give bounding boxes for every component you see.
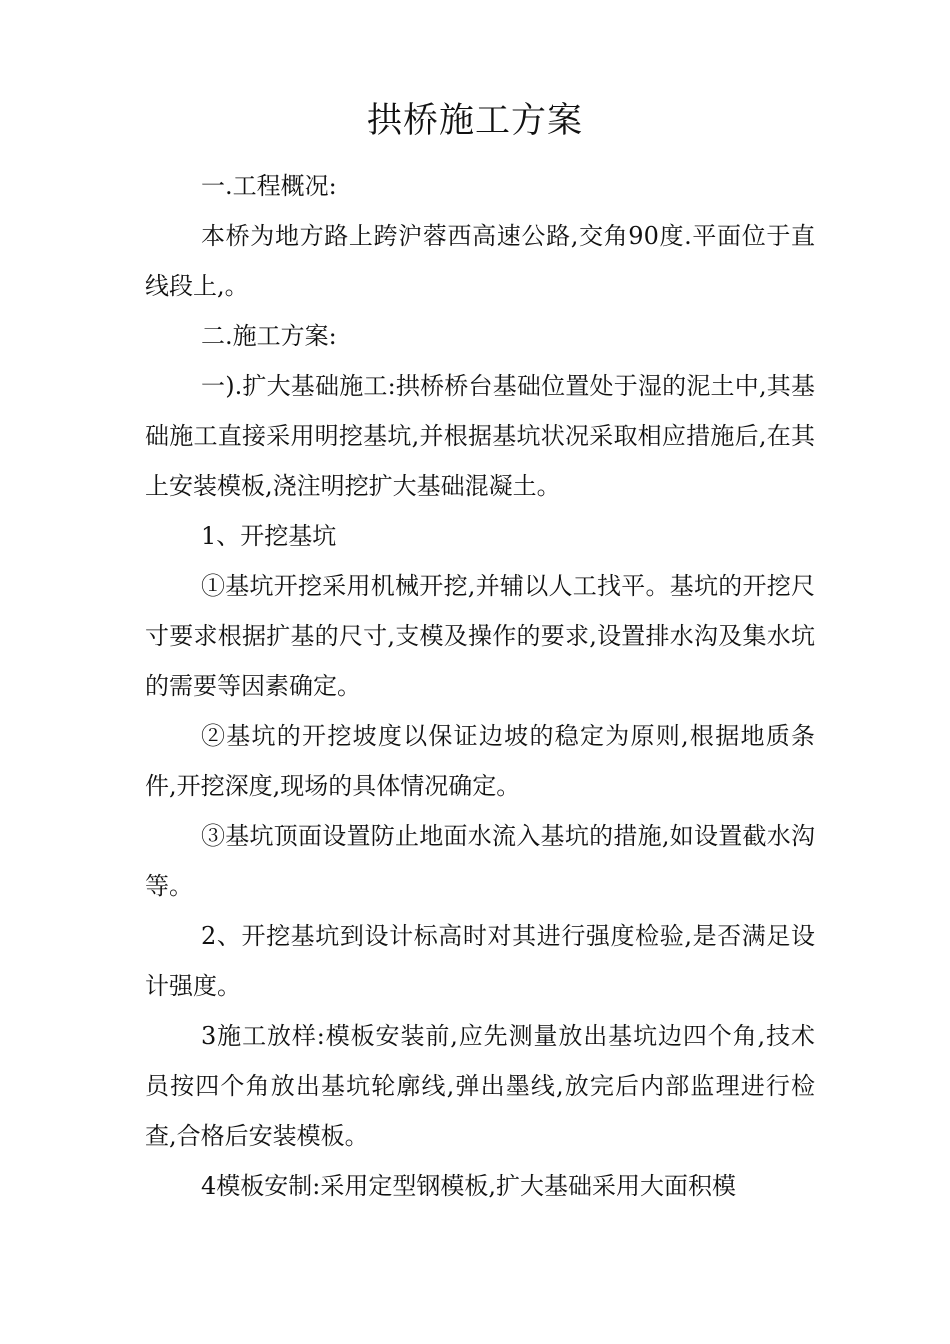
- paragraph-foundation: 一).扩大基础施工:拱桥桥台基础位置处于湿的泥土中,其基础施工直接采用明挖基坑,并根据基坑状况采取相应措施后,在其上安装模板,浇注明挖扩大基础混凝土。: [145, 372, 815, 500]
- paragraph-strength-check: 2、开挖基坑到设计标高时对其进行强度检验,是否满足设计强度。: [145, 922, 815, 1000]
- item-heading-excavation: 1、开挖基坑: [201, 522, 337, 550]
- paragraph-excavation-3: ③基坑顶面设置防止地面水流入基坑的措施,如设置截水沟等。: [145, 822, 815, 900]
- paragraph-excavation-2: ②基坑的开挖坡度以保证边坡的稳定为原则,根据地质条件,开挖深度,现场的具体情况确定。: [145, 722, 815, 800]
- paragraph-bridge-location: 本桥为地方路上跨沪蓉西高速公路,交角90度.平面位于直线段上,。: [145, 222, 815, 300]
- document-body: [145, 161, 815, 1211]
- section-heading-plan: 二.施工方案:: [201, 322, 337, 350]
- paragraph-formwork: 4模板安制:采用定型钢模板,扩大基础采用大面积模: [201, 1172, 736, 1200]
- paragraph-excavation-1: ①基坑开挖采用机械开挖,并辅以人工找平。基坑的开挖尺寸要求根据扩基的尺寸,支模及操作的要求,设置排水沟及集水坑的需要等因素确定。: [145, 572, 815, 700]
- paragraph-layout-survey: 3施工放样:模板安装前,应先测量放出基坑边四个角,技术员按四个角放出基坑轮廓线,弹出墨线,放完后内部监理进行检查,合格后安装模板。: [145, 1022, 815, 1150]
- section-heading-overview: 一.工程概况:: [201, 172, 337, 200]
- document-title: 拱桥施工方案: [366, 101, 583, 141]
